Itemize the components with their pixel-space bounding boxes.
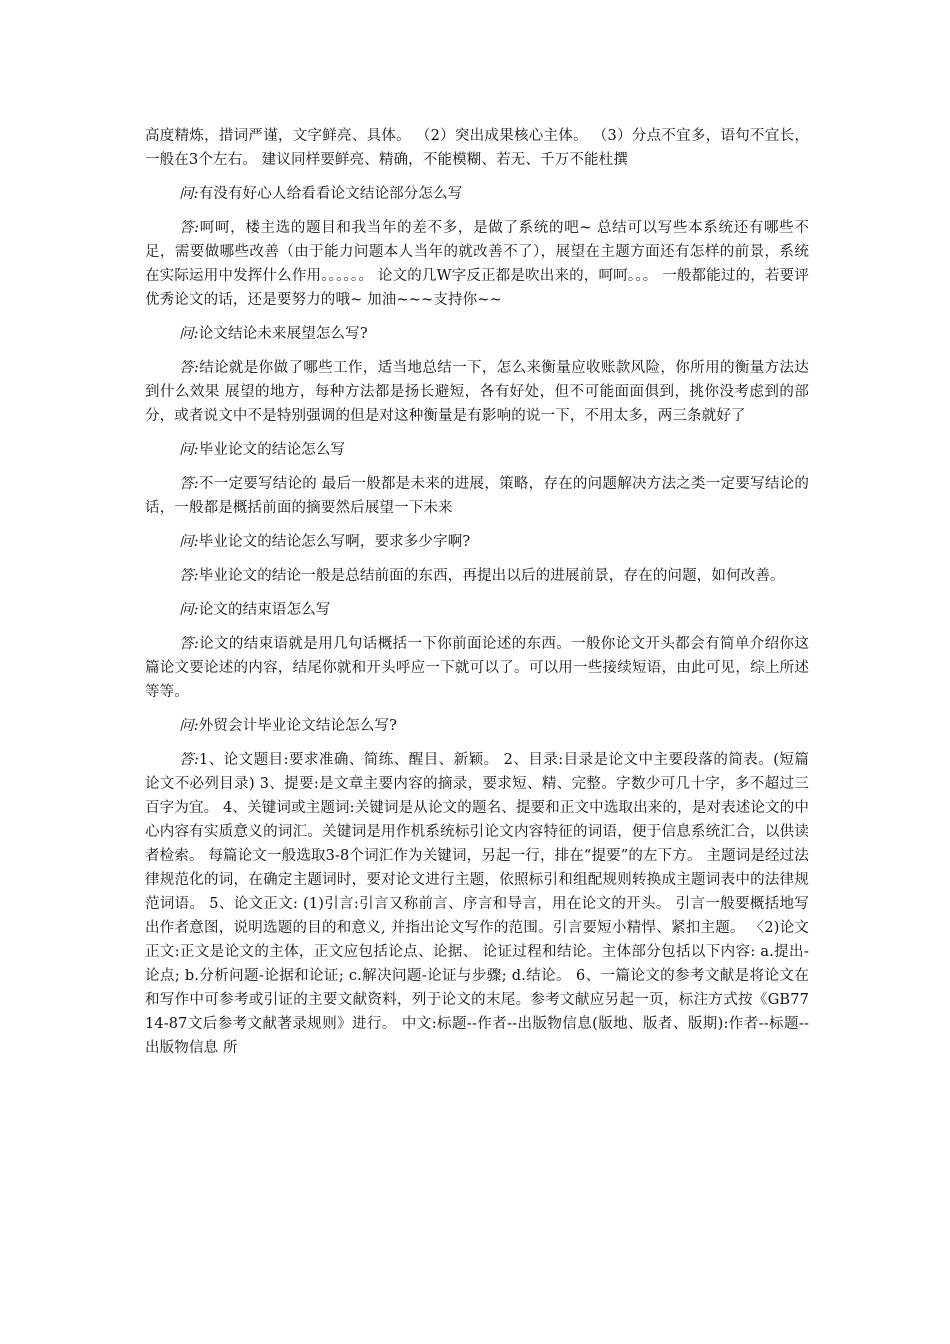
answer-3 (145, 472, 809, 520)
question-text: 外贸会计毕业论文结论怎么写? (198, 718, 398, 734)
answer-label: 答: (179, 636, 199, 652)
question-text: 毕业论文的结论怎么写啊，要求多少字啊? (198, 534, 471, 550)
question-5 (145, 598, 809, 622)
question-1 (145, 182, 809, 206)
answer-label: 答: (179, 568, 199, 584)
answer-text: 呵呵，楼主选的题目和我当年的差不多，是做了系统的吧~ 总结可以写些本系统还有哪些不足，需要做哪些改善（由于能力问题本人当年的就改善不了），展望在主题方面还有怎样的前景，系统在实际运用中发挥什么作用。。。。。。 论文的几W字反正都是吹出来的，呵呵。。。 一般都能过的，若要评优秀论文的话，还是要努力的哦~ 加油~~~支持你~~ (145, 220, 810, 308)
question-text: 论文的结束语怎么写 (198, 602, 331, 618)
question-label: 问: (179, 718, 199, 734)
answer-label: 答: (179, 360, 199, 376)
answer-text: 不一定要写结论的 最后一般都是未来的进展，策略，存在的问题解决方法之类一定要写结论的话，一般都是概括前面的摘要然后展望一下未来 (145, 476, 810, 516)
question-label: 问: (179, 602, 199, 618)
answer-4 (145, 564, 809, 588)
answer-text: 毕业论文的结论一般是总结前面的东西，再提出以后的进展前景，存在的问题，如何改善。 (198, 568, 785, 584)
question-text: 毕业论文的结论怎么写 (198, 442, 346, 458)
answer-6 (145, 748, 809, 1060)
answer-label: 答: (179, 476, 199, 492)
answer-5 (145, 632, 809, 704)
question-text: 论文结论未来展望怎么写? (198, 326, 368, 342)
answer-label: 答: (179, 220, 200, 236)
question-label: 问: (179, 186, 199, 202)
question-label: 问: (179, 442, 199, 458)
answer-text: 论文的结束语就是用几句话概括一下你前面论述的东西。一般你论文开头都会有简单介绍你这篇论文要论述的内容，结尾你就和开头呼应一下就可以了。可以用一些接续短语，由此可见，综上所述等等。 (145, 636, 809, 700)
intro-paragraph: 高度精炼，措词严谨，文字鲜亮、具体。 （2）突出成果核心主体。 （3）分点不宜多，语句不宜长，一般在3个左右。 建议同样要鲜亮、精确，不能模糊、若无、千万不能杜撰 (145, 128, 809, 168)
question-4 (145, 530, 809, 554)
answer-label: 答: (179, 752, 200, 768)
question-6 (145, 714, 809, 738)
answer-text: 结论就是你做了哪些工作，适当地总结一下，怎么来衡量应收账款风险，你所用的衡量方法达到什么效果 展望的地方，每种方法都是扬长避短，各有好处，但不可能面面俱到，挑你没考虑到的部分，或者说文中不是特别强调的但是对这种衡量是有影响的说一下，不用太多，两三条就好了 (145, 360, 809, 424)
question-label: 问: (179, 534, 199, 550)
question-label: 问: (179, 326, 199, 342)
document-body (145, 124, 809, 1070)
question-2 (145, 322, 809, 346)
answer-2 (145, 356, 809, 428)
question-3 (145, 438, 809, 462)
question-text: 有没有好心人给看看论文结论部分怎么写 (198, 186, 463, 202)
answer-text: 1、论文题目:要求准确、简练、醒目、新颖。 2、目录:目录是论文中主要段落的简表。(短篇论文不必列目录) 3、提要:是文章主要内容的摘录，要求短、精、完整。字数少可几十字，多不超过三百字为宜。 4、关键词或主题词:关键词是从论文的题名、提要和正文中选取出来的，是对表述论文的中心内容有实质意义的词汇。关键词是用作机系统标引论文内容特征的词语，便于信息系统汇合，以供读者检索。 每篇论文一般选取3-8个词汇作为关键词，另起一行，排在“提要”的左下方。 主题词是经过法律规范化的词，在确定主题词时，要对论文进行主题，依照标引和组配规则转换成主题词表中的法律规范词语。 5、论文正文: (1)引言:引言又称前言、序言和导言，用在论文的开头。 引言一般要概括地写出作者意图，说明选题的目的和意义, 并指出论文写作的范围。引言要短小精悍、紧扣主题。 〈2)论文正文:正文是论文的主体，正文应包括论点、论据、 论证过程和结论。主体部分包括以下内容: a.提出-论点; b.分析问题-论据和论证; c.解决问题-论证与步骤; d.结论。 6、一篇论文的参考文献是将论文在和写作中可参考或引证的主要文献资料，列于论文的末尾。参考文献应另起一页，标注方式按《GB7714-87文后参考文献著录规则》进行。 中文:标题--作者--出版物信息(版地、版者、版期):作者--标题--出版物信息 所 (145, 752, 809, 1056)
answer-1 (145, 216, 809, 312)
